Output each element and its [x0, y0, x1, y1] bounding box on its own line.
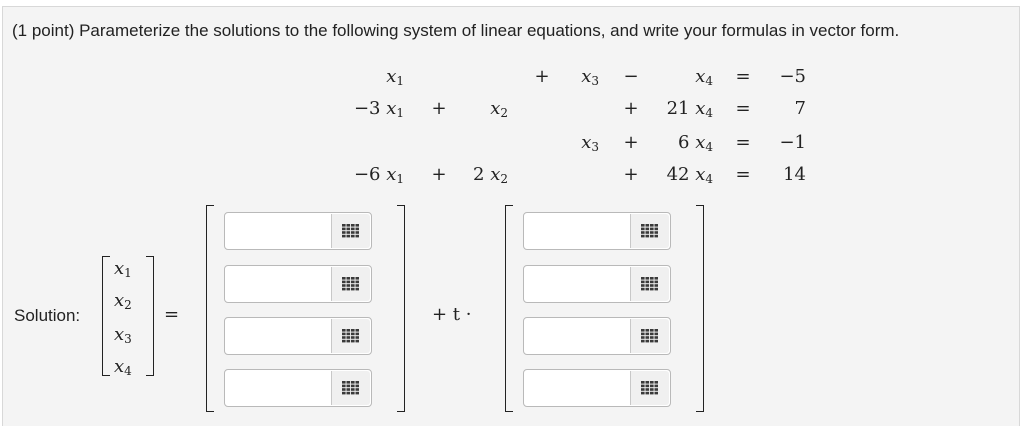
direction-vector-right-bracket [696, 205, 704, 412]
particular-entry-3-input[interactable] [227, 320, 331, 352]
row3-op4: + [623, 132, 639, 153]
direction-entry-3 [523, 317, 671, 355]
particular-entry-4 [224, 369, 372, 407]
var-vector-x4: $x_4$ [114, 356, 132, 378]
row4-rhs: 14 [783, 164, 806, 185]
equals-sign: = [164, 304, 180, 325]
direction-entry-1-input[interactable] [526, 215, 630, 247]
plus-t-dot: + t · [432, 304, 472, 325]
equation-editor-icon[interactable] [630, 371, 669, 405]
row1-rhs: −5 [779, 66, 806, 87]
particular-entry-3 [224, 317, 372, 355]
particular-entry-2-input[interactable] [227, 268, 331, 300]
problem-prompt: (1 point) Parameterize the solutions to the following system of linear equations, and write your formulas in vector form. [12, 21, 900, 40]
equation-editor-icon[interactable] [331, 214, 370, 248]
direction-entry-2-input[interactable] [526, 268, 630, 300]
row4-term-x1: −6 $x_1$ [353, 164, 404, 186]
particular-entry-1 [224, 212, 372, 250]
row1-term-x3: $x_3$ [581, 66, 599, 88]
row4-equals: = [735, 164, 751, 185]
row1-op4: − [623, 66, 639, 87]
particular-entry-4-input[interactable] [227, 372, 331, 404]
row2-rhs: 7 [794, 98, 806, 119]
direction-entry-4 [523, 369, 671, 407]
direction-entry-2 [523, 265, 671, 303]
particular-entry-1-input[interactable] [227, 215, 331, 247]
direction-entry-3-input[interactable] [526, 320, 630, 352]
var-vector-left-bracket [102, 256, 110, 376]
equation-editor-icon[interactable] [331, 319, 370, 353]
equation-editor-icon[interactable] [331, 267, 370, 301]
row1-equals: = [735, 66, 751, 87]
direction-entry-4-input[interactable] [526, 372, 630, 404]
row2-op4: + [623, 98, 639, 119]
row3-equals: = [735, 132, 751, 153]
particular-vector-right-bracket [397, 205, 405, 412]
row1-op3: + [534, 66, 550, 87]
var-vector-right-bracket [146, 256, 154, 376]
row4-term-x2: 2 $x_2$ [473, 164, 508, 186]
particular-vector-left-bracket [206, 205, 214, 412]
row2-term-x1: −3 $x_1$ [353, 98, 404, 120]
row3-term-x4: 6 $x_4$ [678, 132, 713, 154]
particular-entry-2 [224, 265, 372, 303]
direction-vector-left-bracket [505, 205, 513, 412]
equation-editor-icon[interactable] [331, 371, 370, 405]
row3-rhs: −1 [779, 132, 806, 153]
row2-term-x2: $x_2$ [490, 98, 508, 120]
row3-term-x3: $x_3$ [581, 132, 599, 154]
row1-term-x4: $x_4$ [695, 66, 713, 88]
row2-op2: + [431, 98, 447, 119]
row1-term-x1: $x_1$ [386, 66, 404, 88]
equation-editor-icon[interactable] [630, 267, 669, 301]
row2-equals: = [735, 98, 751, 119]
row2-term-x4: 21 $x_4$ [666, 98, 713, 120]
var-vector-x2: $x_2$ [114, 290, 132, 312]
var-vector-x3: $x_3$ [114, 324, 132, 346]
equation-editor-icon[interactable] [630, 214, 669, 248]
row4-term-x4: 42 $x_4$ [666, 164, 713, 186]
var-vector-x1: $x_1$ [114, 258, 132, 280]
equation-editor-icon[interactable] [630, 319, 669, 353]
row4-op2: + [431, 164, 447, 185]
direction-entry-1 [523, 212, 671, 250]
solution-label: Solution: [14, 306, 81, 325]
row4-op4: + [623, 164, 639, 185]
